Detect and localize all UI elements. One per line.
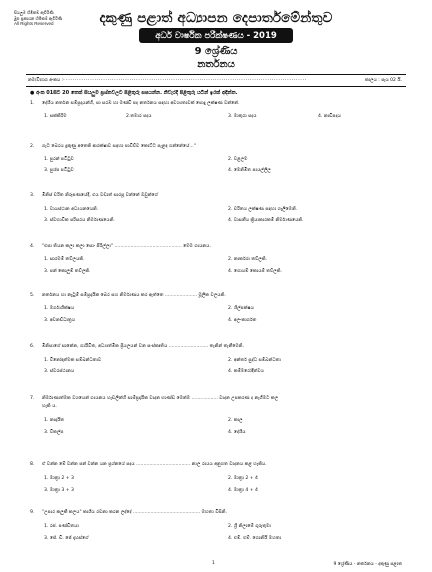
question-number: 4. bbox=[30, 244, 35, 249]
question-number: 2. bbox=[30, 144, 35, 149]
question-number: 1. bbox=[30, 101, 35, 106]
question-stem: මිනිස් චරිත නිරූපණයේදී, එය වඩාත් සාරපූ වන්නේ ඔවුන්ගේ bbox=[42, 193, 158, 198]
department-title: දකුණු පළාත් අධ්‍යාපන දෙපාර්තමේන්තුව bbox=[99, 10, 333, 26]
option[interactable]: 4. මාත්‍රා 4 + 4 bbox=[228, 488, 258, 493]
option[interactable]: 2. ශ්‍රී නිලාමේ ගුරුතුමා bbox=[228, 524, 271, 529]
option[interactable]: 2. මාත්‍රා 2 + 4 bbox=[228, 476, 258, 481]
subject-heading: නර්තනය bbox=[197, 59, 235, 70]
option[interactable]: 1. පුරන් පටිටුව bbox=[44, 157, 74, 162]
question-stem: මිනිසාගේ සානේන, ගායිවිත, අධ්‍යාත්මික ප්‍රියලයන් වන සංස්කෘතිය ........................... තැනින් තැනීමෙනි. bbox=[42, 344, 244, 349]
option[interactable]: 1. සාරමම් තව්ලයකි. bbox=[44, 257, 85, 262]
option[interactable]: 4. මෙනිමිත පායල්ලීල bbox=[228, 168, 271, 173]
question-stem: නර්තනය හා නැටුම් සම්ප්‍රදායික බෙර සහ නිර්මාණය කර ඇත්තෙ ...................... මූලික වලයකි. bbox=[42, 293, 226, 298]
option[interactable]: 4. එම්. එම්. ගොනියි මහතා bbox=[228, 536, 282, 541]
exam-banner: අර්ධ වාර්ෂික පරීක්ෂණය - 2019 bbox=[139, 28, 293, 43]
rights-line: All Rights Reserved bbox=[14, 21, 54, 26]
question-number: 6. bbox=[30, 344, 35, 349]
grade-heading: 9 ශ්‍රේණිය bbox=[194, 46, 238, 57]
rights-line: මුළු ප්‍රකාශන හිමිකම් ඇවිරිණි bbox=[14, 15, 63, 21]
option[interactable]: 1. මර්ගාශික්ෂය bbox=[44, 306, 75, 311]
footer-label: 9 ශ්‍රේණිය - නර්තනය - දකුණු පළාත bbox=[333, 562, 402, 567]
option[interactable]: 2. කාල bbox=[228, 418, 243, 423]
option[interactable]: 3. ජේ. ඩී. ජේ දෑහස්ගේ bbox=[44, 536, 89, 541]
option[interactable]: 3. පන් කොලුම් තව්ලකි. bbox=[44, 269, 91, 274]
option[interactable]: 1. මාත්‍රා 2 + 3 bbox=[44, 476, 74, 481]
option[interactable]: 2. ශිල්පක්ෂය bbox=[228, 306, 254, 311]
option[interactable]: 4. ගොයම් කොයම් තව්ලකි. bbox=[228, 269, 282, 274]
question-stem: දේශීය නර්තන සම්ප්‍රදායන්හි, පා සරඹ හා මණ්ඩි පද නර්තනය සඳහා අවශ්‍යතාවක් පොදු ලක්ෂණ වන්නේ. bbox=[42, 101, 240, 106]
question-stem: ගැට බෙරය දුකුණු අතෙකි ආරක්ෂාව සඳහා පාවිච්ච කොට්ට පැළඳ ගන්නේයේ..." bbox=[42, 144, 196, 149]
option[interactable]: 2. වළලම bbox=[228, 157, 248, 162]
question-number: 9. bbox=[30, 510, 35, 515]
option[interactable]: 3. මාතුරා පදය bbox=[228, 114, 257, 119]
divider-bottom bbox=[26, 86, 406, 87]
option[interactable]: 2. නාර්කරා තව්ලකි. bbox=[228, 257, 268, 262]
question-stem: "උපාර කලුකී කලය" කාශිය රචනා කරන ලද්දේ .............................................. මහතා විසිනි. bbox=[42, 510, 227, 515]
question-stem: "එපා තියන කලා කලා සොං පිරිල්ලා" .............................................. මෙම ගායනය. bbox=[42, 244, 211, 249]
option[interactable]: 4. වාසනීය ක්‍රියාකාරකම් නිර්මාණයෙනි. bbox=[228, 218, 304, 223]
option[interactable]: 4. කම්මරෝදීත්වය bbox=[228, 369, 264, 374]
name-field[interactable]: .............................................................................................................. bbox=[66, 76, 307, 82]
question-stem: ඒ වන්න මේ වන්න පන් වන්න යන ප්‍රශ්නයේ පදය ..................................... නාල රායය අනුගත වාදනය කළ හැකිය. bbox=[42, 462, 267, 467]
time-label: කාලය : පැය 02 යි. bbox=[365, 78, 402, 83]
option[interactable]: 4. නාඩිපදය bbox=[318, 114, 341, 119]
option[interactable]: 3. මාත්‍රා 3 + 3 bbox=[44, 488, 74, 493]
question-number: 3. bbox=[30, 193, 35, 198]
option[interactable]: 1. වායස්ථාන අධ්‍යයනයෙනි. bbox=[44, 207, 99, 212]
option[interactable]: 1. රජ. පණ්ඩිතයා bbox=[44, 524, 79, 529]
option[interactable]: 2. චරිතය ලක්ෂණ සඳහා ගැලීමෙනි. bbox=[228, 207, 298, 212]
option[interactable]: 1. සක්කිරිම bbox=[44, 114, 67, 119]
question-stem-continued: හැකි ය. bbox=[42, 404, 57, 409]
instruction: ● අංක 01සිට 20 තෙක් සියලුම ප්‍රශ්නවලට පිළිතුරු සපයන්න. නිවැරදි පිළිතුරු යටින් ඉරක් අඳින්න. bbox=[30, 90, 238, 96]
option[interactable]: 3. විකල්ප bbox=[44, 430, 64, 435]
option[interactable]: 3. අවනඩ්ධාත්‍රය bbox=[44, 318, 76, 323]
option[interactable]: 2.තමාර පදය bbox=[126, 114, 152, 119]
page-number: 1 bbox=[212, 561, 215, 566]
question-stem: නිර්මාණාත්මක වශයෙන් ගායනය හැඩලින්හි සාම්ප්‍රදායික වාදන භාණ්ඩ මෙන්ම .................. වාදන උපකරණ ද නැගීමට කල bbox=[42, 396, 279, 401]
question-number: 8. bbox=[30, 462, 35, 467]
option[interactable]: 1. විනෝදාත්මක සම්බන්ධතාව bbox=[44, 358, 102, 363]
option[interactable]: 3. ස්වභාවික පරිසරය නිර්මාණයෙනි. bbox=[44, 218, 115, 223]
rights-line: සියලුම හිමිකම් ඇවිරිණි bbox=[14, 10, 54, 15]
option[interactable]: 4. අලංකාර්ගත bbox=[228, 318, 257, 323]
option[interactable]: 1. නාදායිත bbox=[44, 418, 65, 423]
option[interactable]: 3. ස්වරස්ථානය bbox=[44, 369, 75, 374]
question-number: 5. bbox=[30, 293, 35, 298]
option[interactable]: 2. අන්තර් සුද්ධ සම්බන්ධතා bbox=[228, 358, 281, 363]
option[interactable]: 3. පුශ්ප පටිටුව bbox=[44, 168, 74, 173]
divider-top bbox=[26, 74, 406, 75]
name-label: නම/විභාග අංකය :- bbox=[28, 78, 65, 83]
option[interactable]: 4. දේශීය bbox=[228, 430, 246, 435]
question-number: 7. bbox=[30, 396, 35, 401]
